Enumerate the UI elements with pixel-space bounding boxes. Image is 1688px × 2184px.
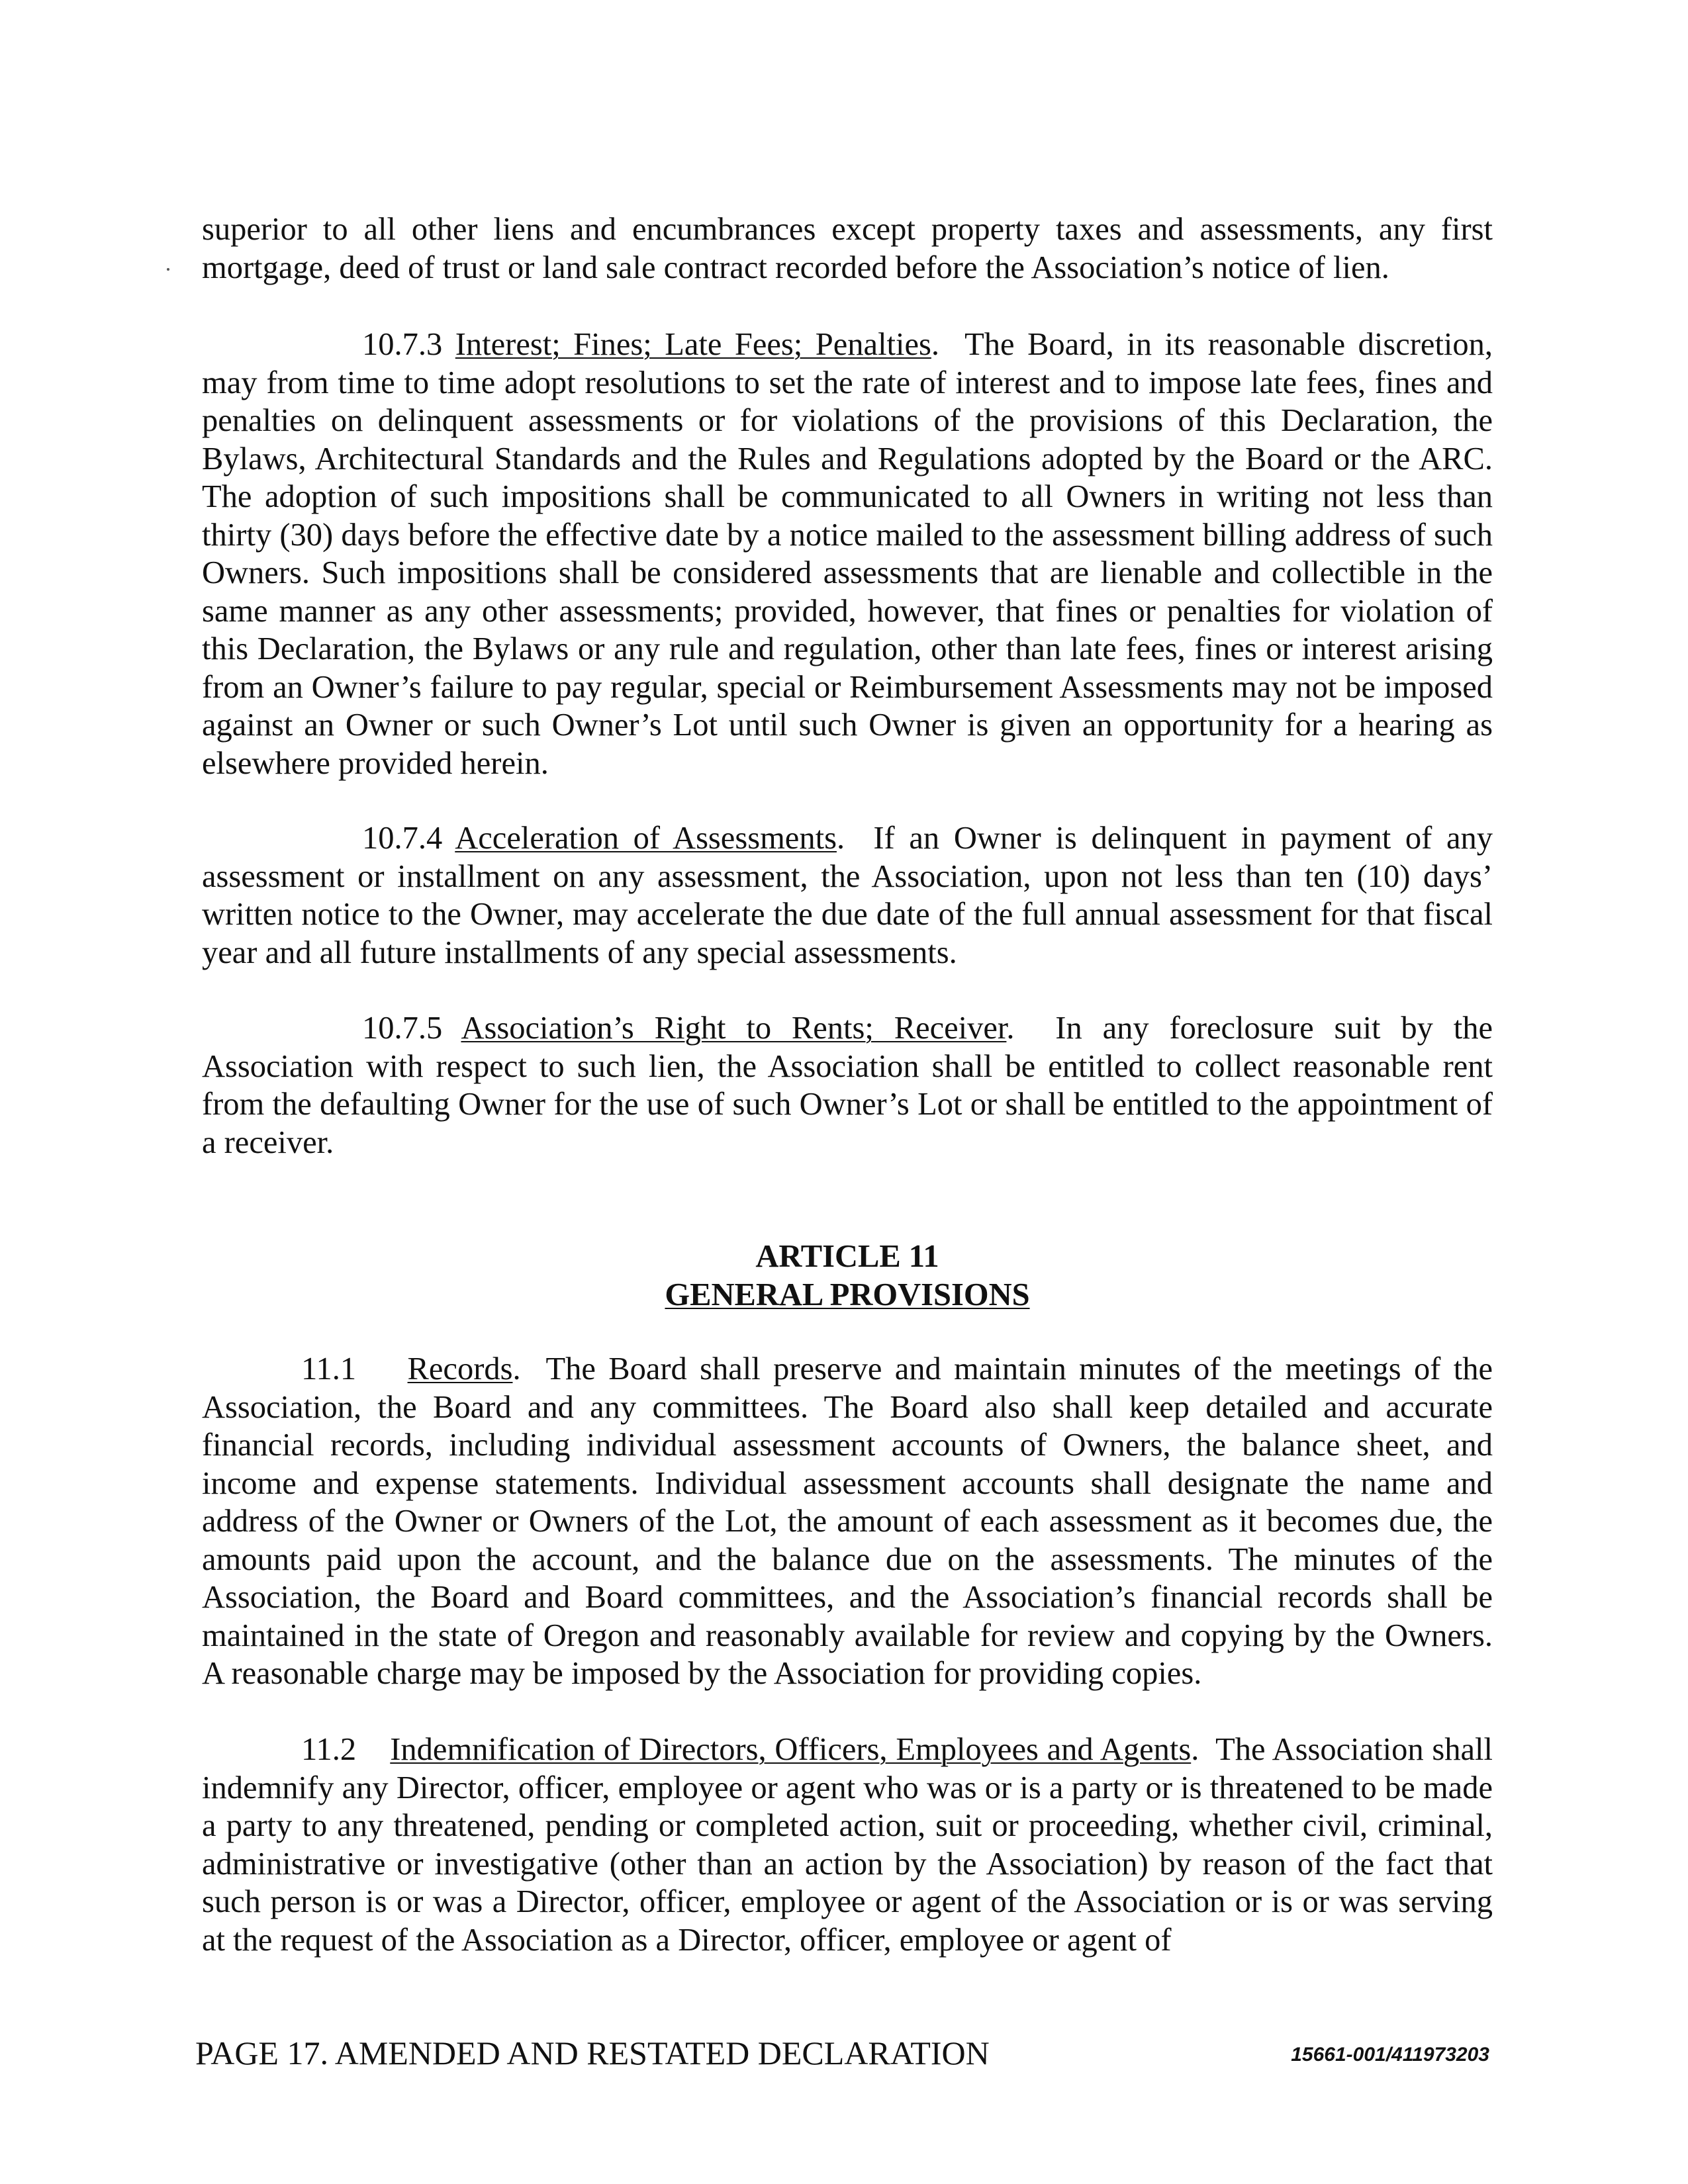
section-title: Association’s Right to Rents; Receiver bbox=[461, 1011, 1007, 1046]
section-11-2: 11.2 Indemnification of Directors, Officers, Employees and Agents. The Association shall indemnify any Director, officer, employee or agent who was or is a party or is threatened to be made a party to any threatened, pending or completed action, suit or proceeding, whether civil, criminal, administrative or investigative (other than an action by the Association) by reason of the fact that such person is or was a Director, officer, employee or agent of the Association or is or was serving at the request of the Association as a Director, officer, employee or agent of bbox=[202, 1732, 1493, 1958]
section-title: Interest; Fines; Late Fees; Penalties bbox=[455, 327, 931, 362]
section-title: Acceleration of Assessments bbox=[455, 821, 837, 856]
section-number: 11.2 bbox=[301, 1732, 357, 1767]
section-body: The Board shall preserve and maintain minutes of the meetings of the Association, the Board and any committees. The Board also shall keep detailed and accurate financial records, including individual assessment accounts of Owners, the balance sheet, and income and expense statements. Individual assessment accounts shall designate the name and address of the Owner or Owners of the Lot, the amount of each assessment as it becomes due, the amounts paid upon the account, and the balance due on the assessments. The minutes of the Association, the Board and Board committees, and the Association’s financial records shall be maintained in the state of Oregon and reasonably available for review and copying by the Owners. A reasonable charge may be imposed by the Association for providing copies. bbox=[202, 1351, 1493, 1691]
scan-speck bbox=[167, 268, 169, 271]
continuation-paragraph: superior to all other liens and encumbrances except property taxes and assessments, any first mortgage, deed of trust or land sale contract recorded before the Association’s notice of lien. bbox=[202, 212, 1493, 285]
section-10-7-4: 10.7.4 Acceleration of Assessments. If an Owner is delinquent in payment of any assessment or installment on any assessment, the Association, upon not less than ten (10) days’ written notice to the Owner, may accelerate the due date of the full annual assessment for that fiscal year and all future installments of any special assessments. bbox=[202, 821, 1493, 970]
section-10-7-5: 10.7.5 Association’s Right to Rents; Receiver. In any foreclosure suit by the Association with respect to such lien, the Association shall be entitled to collect reasonable rent from the defaulting Owner for the use of such Owner’s Lot or shall be entitled to the appointment of a receiver. bbox=[202, 1011, 1493, 1160]
section-11-1: 11.1 Records. The Board shall preserve and maintain minutes of the meetings of the Association, the Board and any committees. The Board also shall keep detailed and accurate financial records, including individual assessment accounts of Owners, the balance sheet, and income and expense statements. Individual assessment accounts shall designate the name and address of the Owner or Owners of the Lot, the amount of each assessment as it becomes due, the amounts paid upon the account, and the balance due on the assessments. The minutes of the Association, the Board and Board committees, and the Association’s financial records shall be maintained in the state of Oregon and reasonably available for review and copying by the Owners. A reasonable charge may be imposed by the Association for providing copies. bbox=[202, 1351, 1493, 1691]
section-body: The Board, in its reasonable discretion, may from time to time adopt resolutions to set the rate of interest and to impose late fees, fines and penalties on delinquent assessments or for violations of the provisions of this Declaration, the Bylaws, Architectural Standards and the Rules and Regulations adopted by the Board or the ARC. The adoption of such impositions shall be communicated to all Owners in writing not less than thirty (30) days before the effective date by a notice mailed to the assessment billing address of such Owners. Such impositions shall be considered assessments that are lienable and collectible in the same manner as any other assessments; provided, however, that fines or penalties for violation of this Declaration, the Bylaws or any rule and regulation, other than late fees, fines or interest arising from an Owner’s failure to pay regular, special or Reimbursement Assessments may not be imposed against an Owner or such Owner’s Lot until such Owner is given an opportunity for a hearing as elsewhere provided herein. bbox=[202, 327, 1493, 781]
article-number: ARTICLE 11 bbox=[755, 1239, 939, 1274]
section-title: Indemnification of Directors, Officers, Employees and Agents bbox=[390, 1732, 1192, 1767]
footer-page-label: PAGE 17. AMENDED AND RESTATED DECLARATION bbox=[195, 2034, 990, 2071]
article-title: GENERAL PROVISIONS bbox=[665, 1277, 1030, 1312]
section-number: 10.7.5 bbox=[362, 1011, 443, 1046]
section-number: 10.7.3 bbox=[362, 327, 443, 362]
section-title: Records bbox=[407, 1351, 513, 1387]
section-body: If an Owner is delinquent in payment of any assessment or installment on any assessment, the Association, upon not less than ten (10) days’ written notice to the Owner, may accelerate the due date of the full annual assessment for that fiscal year and all future installments of any special assessments. bbox=[202, 821, 1493, 970]
footer-document-id: 15661-001/411973203 bbox=[1291, 2044, 1489, 2066]
section-body: In any foreclosure suit by the Association with respect to such lien, the Association shall be entitled to collect reasonable rent from the defaulting Owner for the use of such Owner’s Lot or shall be entitled to the appointment of a receiver. bbox=[202, 1011, 1493, 1160]
section-body: The Association shall indemnify any Director, officer, employee or agent who was or is a party or is threatened to be made a party to any threatened, pending or completed action, suit or proceeding, whether civil, criminal, administrative or investigative (other than an action by the Association) by reason of the fact that such person is or was a Director, officer, employee or agent of the Association or is or was serving at the request of the Association as a Director, officer, employee or agent of bbox=[202, 1732, 1493, 1958]
section-10-7-3: 10.7.3 Interest; Fines; Late Fees; Penalties. The Board, in its reasonable discretion, may from time to time adopt resolutions to set the rate of interest and to impose late fees, fines and penalties on delinquent assessments or for violations of the provisions of this Declaration, the Bylaws, Architectural Standards and the Rules and Regulations adopted by the Board or the ARC. The adoption of such impositions shall be communicated to all Owners in writing not less than thirty (30) days before the effective date by a notice mailed to the assessment billing address of such Owners. Such impositions shall be considered assessments that are lienable and collectible in the same manner as any other assessments; provided, however, that fines or penalties for violation of this Declaration, the Bylaws or any rule and regulation, other than late fees, fines or interest arising from an Owner’s failure to pay regular, special or Reimbursement Assessments may not be imposed against an Owner or such Owner’s Lot until such Owner is given an opportunity for a hearing as elsewhere provided herein. bbox=[202, 327, 1493, 781]
section-number: 10.7.4 bbox=[362, 821, 443, 856]
section-number: 11.1 bbox=[301, 1351, 357, 1387]
